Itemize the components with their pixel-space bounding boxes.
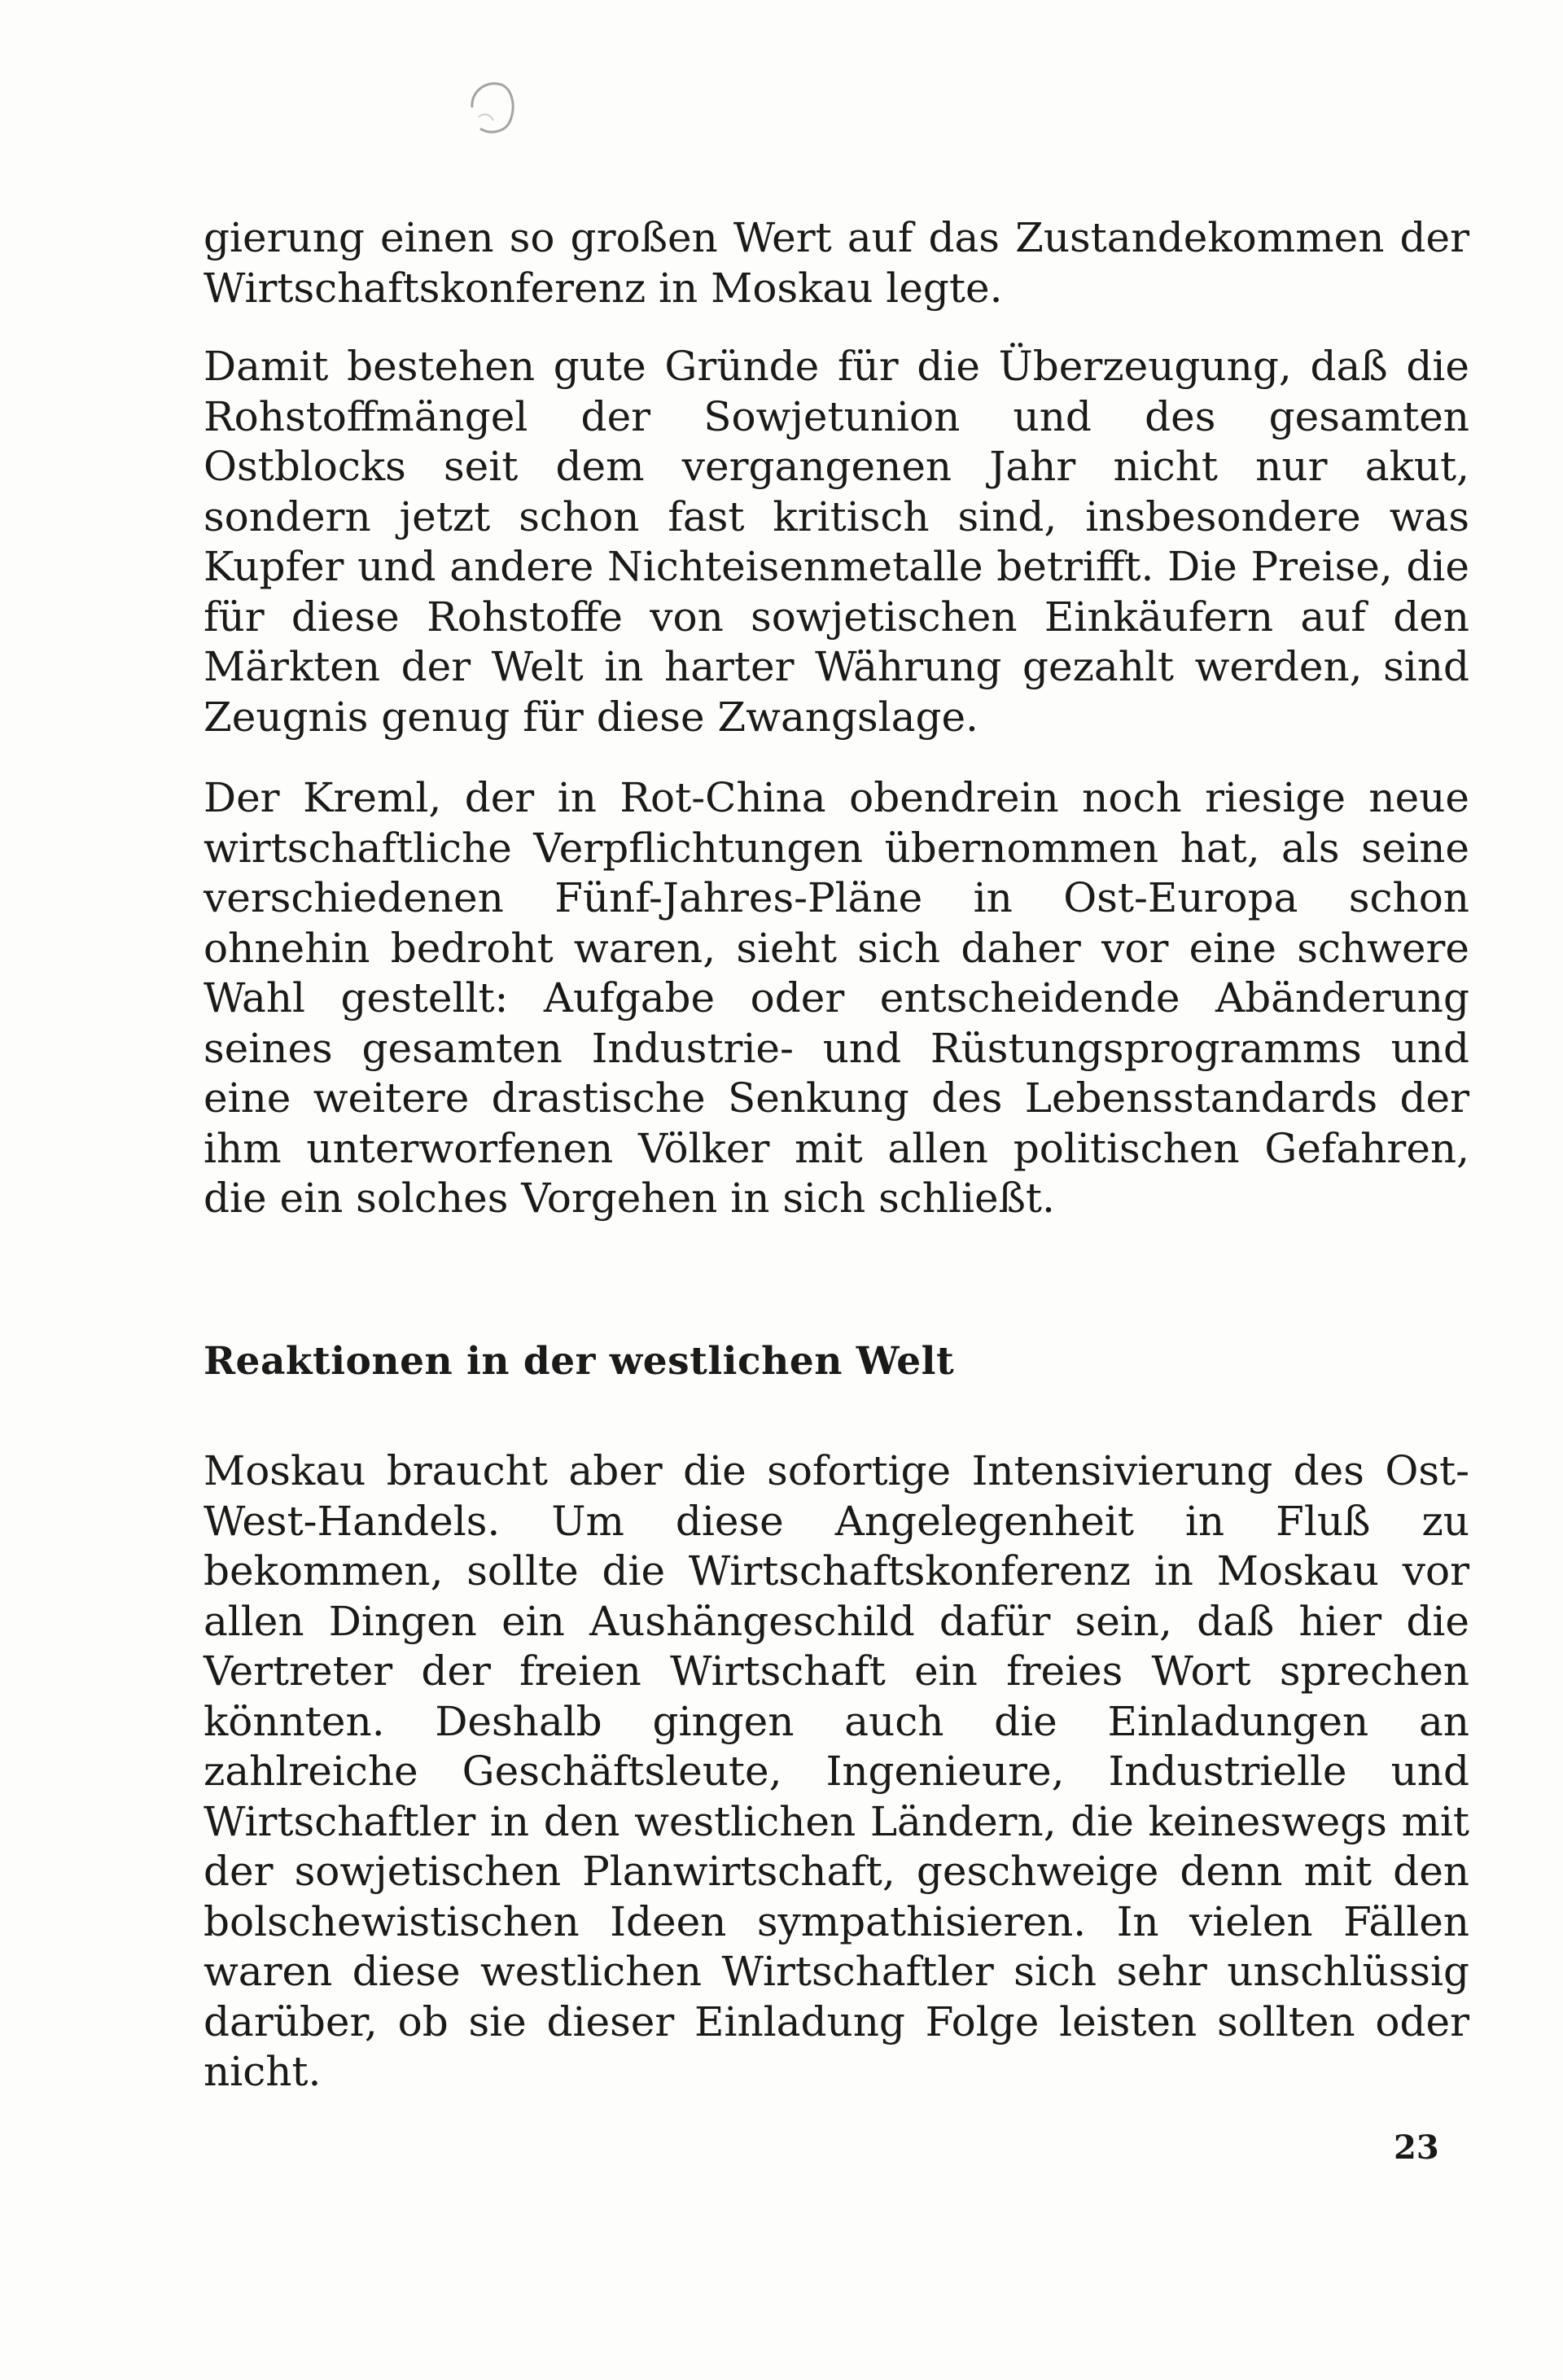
paragraph-4: Moskau braucht aber die sofortige Intensivierung des Ost-West-Handels. Um diese Angelegenheit in Fluß zu bekommen, sollte die Wirtschaftskonferenz in Moskau vor allen Dingen ein Aushängeschild dafür sein, daß hier die Vertreter der freien Wirtschaft ein freies Wort sprechen könnten. Deshalb gingen auch die Einladungen an zahlreiche Geschäftsleute, Ingenieure, Industrielle und Wirtschaftler in den westlichen Ländern, die keineswegs mit der sowjetischen Planwirtschaft, geschweige denn mit den bolschewistischen Ideen sympathisieren. In vielen Fällen waren diese westlichen Wirtschaftler sich sehr unschlüssig darüber, ob sie dieser Einladung Folge leisten sollten oder nicht. (204, 1447, 1469, 2095)
page-number: 23 (1394, 2128, 1439, 2167)
paragraph-1: gierung einen so großen Wert auf das Zustandekommen der Wirtschaftskonferenz in Moskau legte. (204, 214, 1469, 312)
circular-ink-mark-icon (462, 75, 519, 138)
section-heading: Reaktionen in der westlichen Welt (204, 1339, 955, 1384)
paragraph-2: Damit bestehen gute Gründe für die Überzeugung, daß die Rohstoffmängel der Sowjetunion und des gesamten Ostblocks seit dem vergangenen Jahr nicht nur akut, sondern jetzt schon fast kritisch sind, insbesondere was Kupfer und andere Nichteisenmetalle betrifft. Die Preise, die für diese Rohstoffe von sowjetischen Einkäufern auf den Märkten der Welt in harter Währung gezahlt werden, sind Zeugnis genug für diese Zwangslage. (204, 343, 1469, 741)
paragraph-3: Der Kreml, der in Rot-China obendrein noch riesige neue wirtschaftliche Verpflichtungen übernommen hat, als seine verschiedenen Fünf-Jahres-Pläne in Ost-Europa schon ohnehin bedroht waren, sieht sich daher vor eine schwere Wahl gestellt: Aufgabe oder entscheidende Abänderung seines gesamten Industrie- und Rüstungsprogramms und eine weitere drastische Senkung des Lebensstandards der ihm unterworfenen Völker mit allen politischen Gefahren, die ein solches Vorgehen in sich schließt. (204, 774, 1469, 1222)
